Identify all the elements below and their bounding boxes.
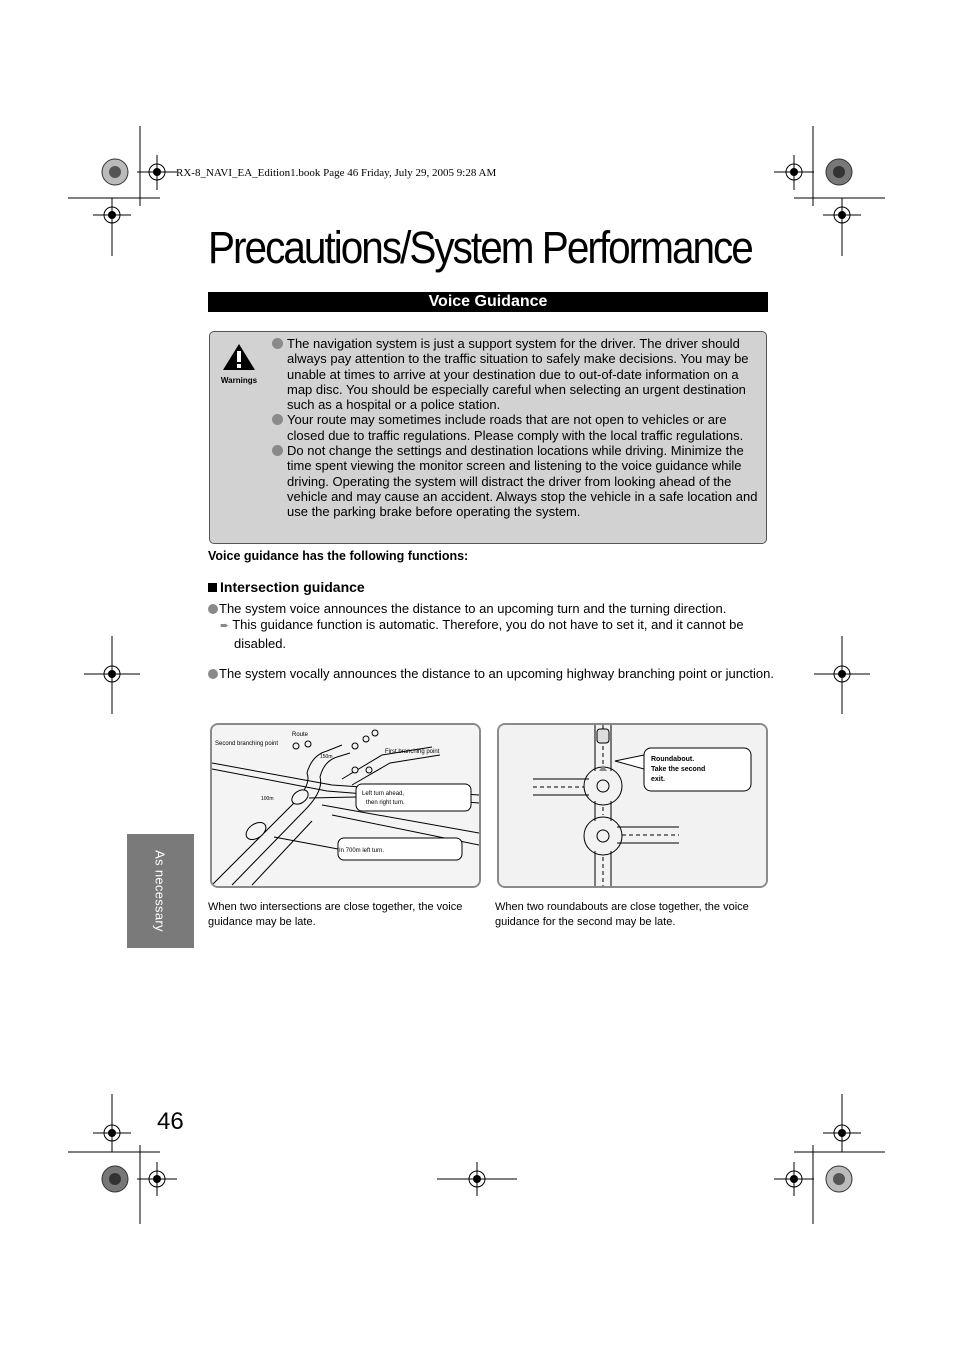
figure-2-caption: When two roundabouts are close together, the voice guidance for the second may be late.: [495, 901, 749, 928]
roundabout-callout-line-2: Take the second: [651, 766, 706, 773]
arrow-icon: ➨: [220, 620, 230, 632]
callout-1-line-1: Left turn ahead,: [362, 791, 405, 797]
first-branch-label: First branching point: [385, 749, 440, 755]
callout-2: In 700m left turn.: [339, 848, 385, 854]
roundabout-figure: [497, 723, 768, 888]
warning-label: Warnings: [220, 376, 258, 385]
intersection-bullet-2: The system vocally announces the distance to an upcoming highway branching point or junction.: [208, 666, 779, 682]
side-tab-label: As necessary: [152, 850, 168, 932]
warning-item: Your route may sometimes include roads that are not open to vehicles or are closed due to traffic regulations. Please comply with the local traffic regulations.: [272, 412, 760, 443]
warning-item: Do not change the settings and destination locations while driving. Minimize the time spent viewing the monitor screen and listening to the voice guidance while driving. Operating the system will distract the driver from looking ahead of the vehicle and may cause an accident. Always stop the vehicle in a safe location and use the parking brake before operating the system.: [272, 443, 760, 519]
functions-intro: Voice guidance has the following functions:: [208, 549, 469, 563]
roundabout-callout-line-1: Roundabout.: [651, 756, 695, 763]
roundabout-callout-line-3: exit.: [651, 776, 666, 783]
distance-150m: 150m: [320, 754, 333, 760]
callout-1-line-2: then right turn.: [366, 800, 405, 806]
highway-branching-figure: [210, 723, 481, 888]
warning-item: The navigation system is just a support system for the driver. The driver should always pay attention to the traffic situation to safely make decisions. You may be unable at times to arrive at your destination due to out-of-date information on a map disc. You should be especially careful when selecting an urgent destination such as a hospital or a police station.: [272, 336, 760, 412]
intersection-note: ➨ This guidance function is automatic. Therefore, you do not have to set it, and it cannot be disabled.: [220, 617, 744, 651]
figure-1-caption: When two intersections are close together, the voice guidance may be late.: [208, 901, 463, 928]
section-title: Voice Guidance: [208, 292, 768, 312]
route-label: Route: [292, 732, 309, 738]
intersection-bullet-1: The system voice announces the distance to an upcoming turn and the turning direction.: [208, 601, 768, 617]
warning-icon: [220, 343, 258, 385]
second-branch-label: Second branching point: [215, 741, 279, 747]
distance-100m: 100m: [261, 796, 274, 802]
warning-list: [272, 336, 760, 520]
page-number: 46: [157, 1108, 184, 1135]
intersection-heading: Intersection guidance: [208, 579, 365, 595]
page-title: Precautions/System Performance: [208, 222, 752, 273]
file-header: RX-8_NAVI_EA_Edition1.book Page 46 Friday, July 29, 2005 9:28 AM: [176, 167, 497, 179]
section-side-tab: [127, 834, 194, 948]
